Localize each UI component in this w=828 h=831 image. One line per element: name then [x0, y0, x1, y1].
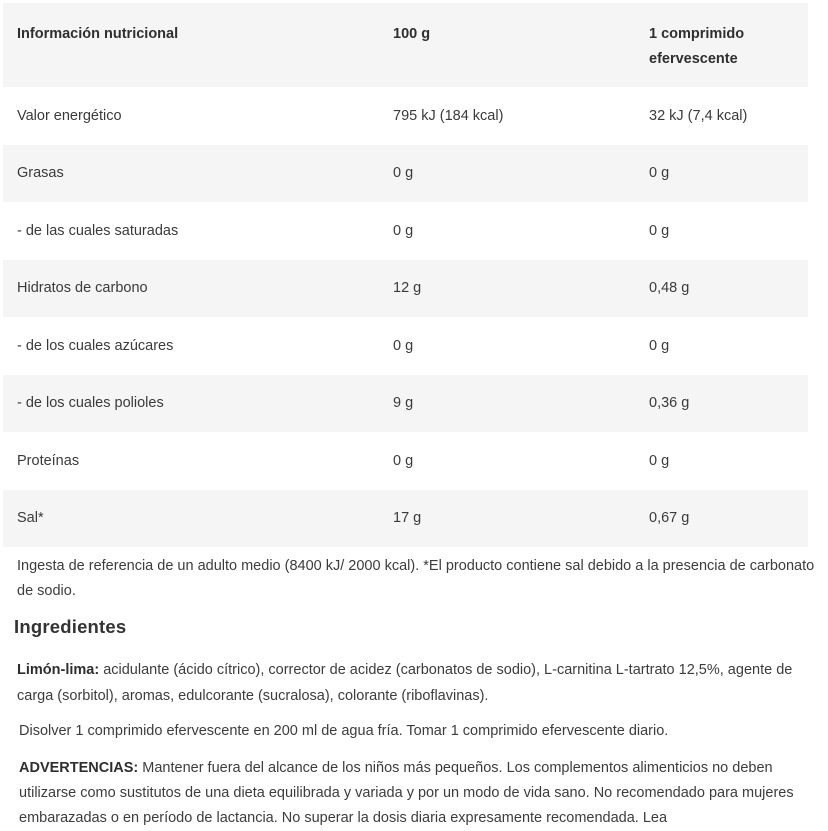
warnings-label: ADVERTENCIAS: — [19, 760, 139, 776]
value-per-100g: 0 g — [379, 432, 635, 490]
value-per-tablet: 0 g — [635, 432, 808, 490]
value-per-100g: 0 g — [379, 317, 635, 375]
nutrient-name: Valor energético — [3, 87, 379, 145]
table-row — [3, 87, 808, 145]
value-per-tablet: 0 g — [635, 145, 808, 203]
nutrient-name: Grasas — [3, 145, 379, 203]
ingredients-list: acidulante (ácido cítrico), corrector de acidez (carbonatos de sodio), L-carnitina L-tartrato 12,5%, agente de carga (sorbitol), aromas, edulcorante (sucralosa), colorante (riboflavinas). — [17, 662, 793, 704]
nutrient-name: - de los cuales azúcares — [3, 317, 379, 375]
table-header-row — [3, 3, 808, 87]
value-per-100g: 795 kJ (184 kcal) — [379, 87, 635, 145]
value-per-tablet: 32 kJ (7,4 kcal) — [635, 87, 808, 145]
value-per-100g: 12 g — [379, 260, 635, 318]
usage-instructions: Disolver 1 comprimido efervescente en 200 ml de agua fría. Tomar 1 comprimido efervescente diario. — [19, 723, 669, 739]
value-per-tablet: 0,67 g — [635, 490, 808, 548]
table-row — [3, 317, 808, 375]
nutrient-name: Sal* — [3, 490, 379, 548]
table-row — [3, 490, 808, 548]
ingredients-heading: Ingredientes — [14, 616, 127, 637]
warnings-paragraph — [19, 756, 825, 831]
table-row — [3, 260, 808, 318]
table-row — [3, 202, 808, 260]
flavor-label: Limón-lima: — [17, 662, 100, 678]
value-per-100g: 0 g — [379, 202, 635, 260]
nutrient-name: - de las cuales saturadas — [3, 202, 379, 260]
nutrition-table — [3, 3, 808, 547]
value-per-tablet: 0 g — [635, 202, 808, 260]
header-cell-nutrient: Información nutricional — [3, 3, 379, 87]
warnings-text: Mantener fuera del alcance de los niños más pequeños. Los complementos alimenticios no deben utilizarse como sustitutos de una dieta equilibrada y variada y por un modo de vida sano. No recomendado para mujeres embarazadas o en período de lactancia. No superar la dosis diaria expresamente recomendada. Lea — [19, 760, 794, 826]
table-row — [3, 375, 808, 433]
ingredients-paragraph — [17, 657, 825, 709]
value-per-100g: 0 g — [379, 145, 635, 203]
header-cell-per-tablet: 1 comprimido efervescente — [635, 3, 808, 87]
table-row — [3, 432, 808, 490]
value-per-tablet: 0,36 g — [635, 375, 808, 433]
value-per-tablet: 0 g — [635, 317, 808, 375]
value-per-tablet: 0,48 g — [635, 260, 808, 318]
nutrient-name: - de los cuales polioles — [3, 375, 379, 433]
header-cell-per-100g: 100 g — [379, 3, 635, 87]
nutrient-name: Hidratos de carbono — [3, 260, 379, 318]
value-per-100g: 9 g — [379, 375, 635, 433]
value-per-100g: 17 g — [379, 490, 635, 548]
nutrient-name: Proteínas — [3, 432, 379, 490]
table-row — [3, 145, 808, 203]
reference-intake-note: Ingesta de referencia de un adulto medio (8400 kJ/ 2000 kcal). *El producto contiene sal debido a la presencia de carbonato de sodio. — [17, 558, 815, 599]
